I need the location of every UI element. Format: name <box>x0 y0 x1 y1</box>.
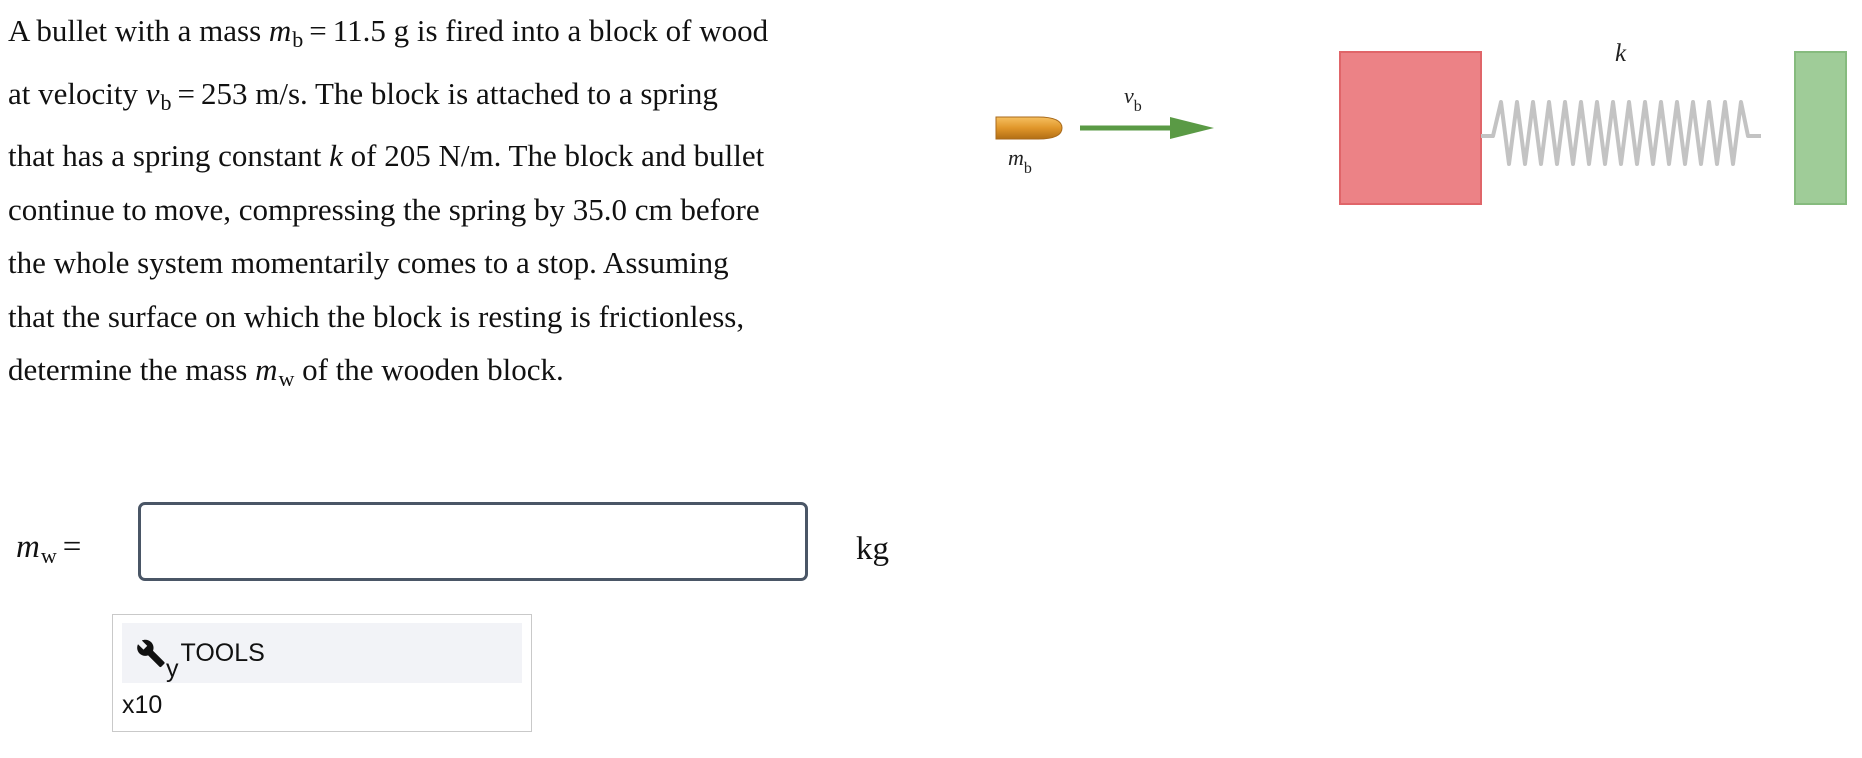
tools-button[interactable] <box>122 623 522 683</box>
answer-input[interactable] <box>138 502 808 581</box>
problem-line-7: determine the mass $m_w$ of the wooden block. <box>8 352 564 391</box>
problem-line-6: that the surface on which the block is resting is frictionless, <box>8 298 745 334</box>
answer-label: $m_w$ = <box>16 529 82 568</box>
velocity-arrowhead <box>1170 117 1214 139</box>
bullet-velocity-symbol: $v_b$ <box>145 75 172 115</box>
tools-label: TOOLS <box>180 638 265 667</box>
problem-line-4: continue to move, compressing the spring by 35.0 cm before <box>8 191 760 227</box>
problem-line-2: at velocity $v_b = 253$ m/s. The block is attached to a spring <box>8 75 718 115</box>
tools-panel <box>112 614 532 732</box>
problem-text <box>8 4 928 406</box>
wall <box>1795 52 1846 204</box>
spring-constant-symbol: k <box>329 138 343 173</box>
wrench-icon <box>136 638 166 668</box>
spring-coil <box>1481 102 1761 164</box>
velocity-label: $v_b$ <box>1124 83 1142 115</box>
problem-line-1: A bullet with a mass $m_b = 11.5$ g is fired into a block of wood <box>8 13 769 52</box>
tools-subscript: y <box>166 654 179 683</box>
times-ten-button[interactable]: x10 <box>122 691 163 719</box>
bullet-mass-symbol: $m_b$ <box>268 13 304 52</box>
wooden-block <box>1340 52 1481 204</box>
spring-constant-label: k <box>1615 40 1627 67</box>
physics-diagram <box>990 20 1850 220</box>
bullet-mass-label: $m_b$ <box>1008 145 1032 177</box>
block-mass-symbol: $m_w$ <box>255 352 295 391</box>
problem-line-5: the whole system momentarily comes to a stop. Assuming <box>8 245 729 280</box>
bullet-icon <box>996 117 1062 139</box>
problem-line-3: that has a spring constant k of 205 N/m. The block and bullet <box>8 138 765 173</box>
unit-label: kg <box>856 531 889 567</box>
